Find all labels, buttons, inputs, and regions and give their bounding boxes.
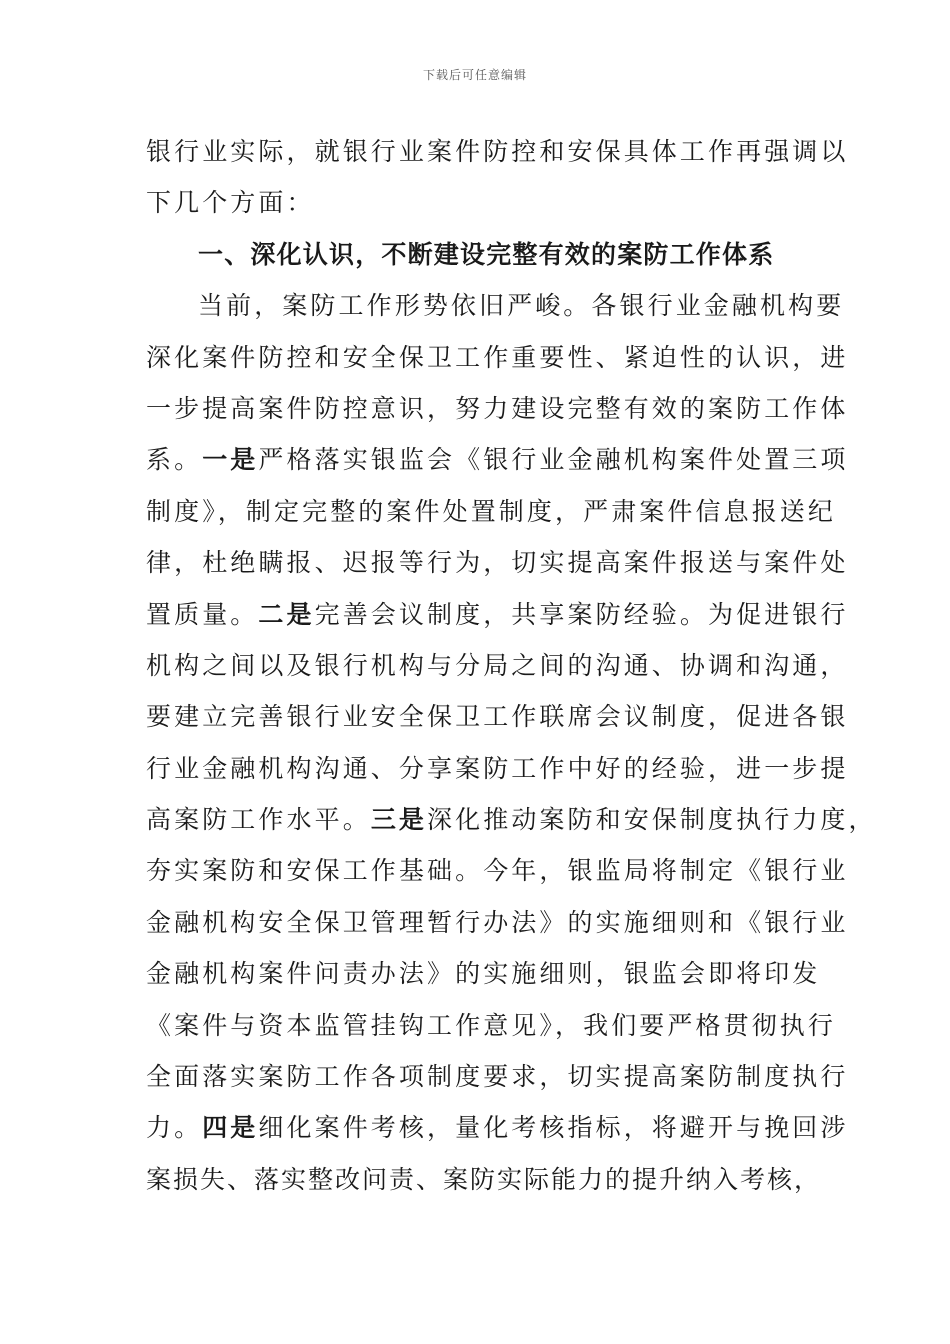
text-line: 制度》，制定完整的案件处置制度，严肃案件信息报送纪: [146, 496, 837, 526]
text-line: 要建立完善银行业安全保卫工作联席会议制度，促进各银: [146, 702, 849, 732]
text-line: 下几个方面：: [146, 188, 315, 218]
page-header: 下载后可任意编辑: [422, 68, 527, 82]
text-line: 金融机构安全保卫管理暂行办法》的实施细则和《银行业: [146, 907, 849, 937]
text-line: 深化案件防控和安全保卫工作重要性、紧迫性的认识，进: [146, 342, 849, 372]
text-line: 行业金融机构沟通、分享案防工作中好的经验，进一步提: [146, 753, 849, 783]
text-span: 严格落实银监会《银行业金融机构案件处置三项: [258, 445, 849, 475]
section-heading: 一、深化认识，不断建设完整有效的案防工作体系: [198, 239, 775, 269]
text-line: [146, 434, 849, 485]
text-span: 细化案件考核，量化考核指标，将避开与挽回涉: [258, 1113, 849, 1143]
text-line: 一步提高案件防控意识，努力建设完整有效的案防工作体: [146, 393, 849, 423]
text-line: 机构之间以及银行机构与分局之间的沟通、协调和沟通，: [146, 650, 849, 680]
text-line: [146, 589, 849, 640]
text-span: 力。: [146, 1113, 203, 1143]
text-line: 案损失、落实整改问责、案防实际能力的提升纳入考核，: [146, 1164, 822, 1194]
paragraph-start-line: 当前，案防工作形势依旧严峻。各银行业金融机构要: [198, 291, 845, 321]
text-line: [146, 794, 877, 845]
bold-marker: 三是: [370, 805, 428, 835]
text-span: 系。: [146, 445, 203, 475]
text-line: 全面落实案防工作各项制度要求，切实提高案防制度执行: [146, 1062, 849, 1092]
text-span: 深化推动案防和安保制度执行力度，: [427, 805, 877, 835]
text-line: 银行业实际，就银行业案件防控和安保具体工作再强调以: [146, 137, 849, 166]
text-line: 金融机构案件问责办法》的实施细则，银监会即将印发: [146, 959, 821, 989]
bold-marker: 二是: [258, 599, 315, 629]
document-body: [146, 126, 877, 1205]
text-span: 置质量。: [146, 599, 259, 629]
text-line: [146, 1102, 849, 1153]
bold-marker: 四是: [202, 1113, 259, 1143]
text-span: 完善会议制度，共享案防经验。为促进银行: [314, 599, 849, 629]
text-line: 夯实案防和安保工作基础。今年，银监局将制定《银行业: [146, 856, 849, 886]
bold-marker: 一是: [202, 445, 259, 475]
text-span: 高案防工作水平。: [146, 805, 371, 835]
text-line: 《案件与资本监管挂钩工作意见》，我们要严格贯彻执行: [146, 1010, 837, 1040]
text-line: 律，杜绝瞒报、迟报等行为，切实提高案件报送与案件处: [146, 548, 849, 578]
